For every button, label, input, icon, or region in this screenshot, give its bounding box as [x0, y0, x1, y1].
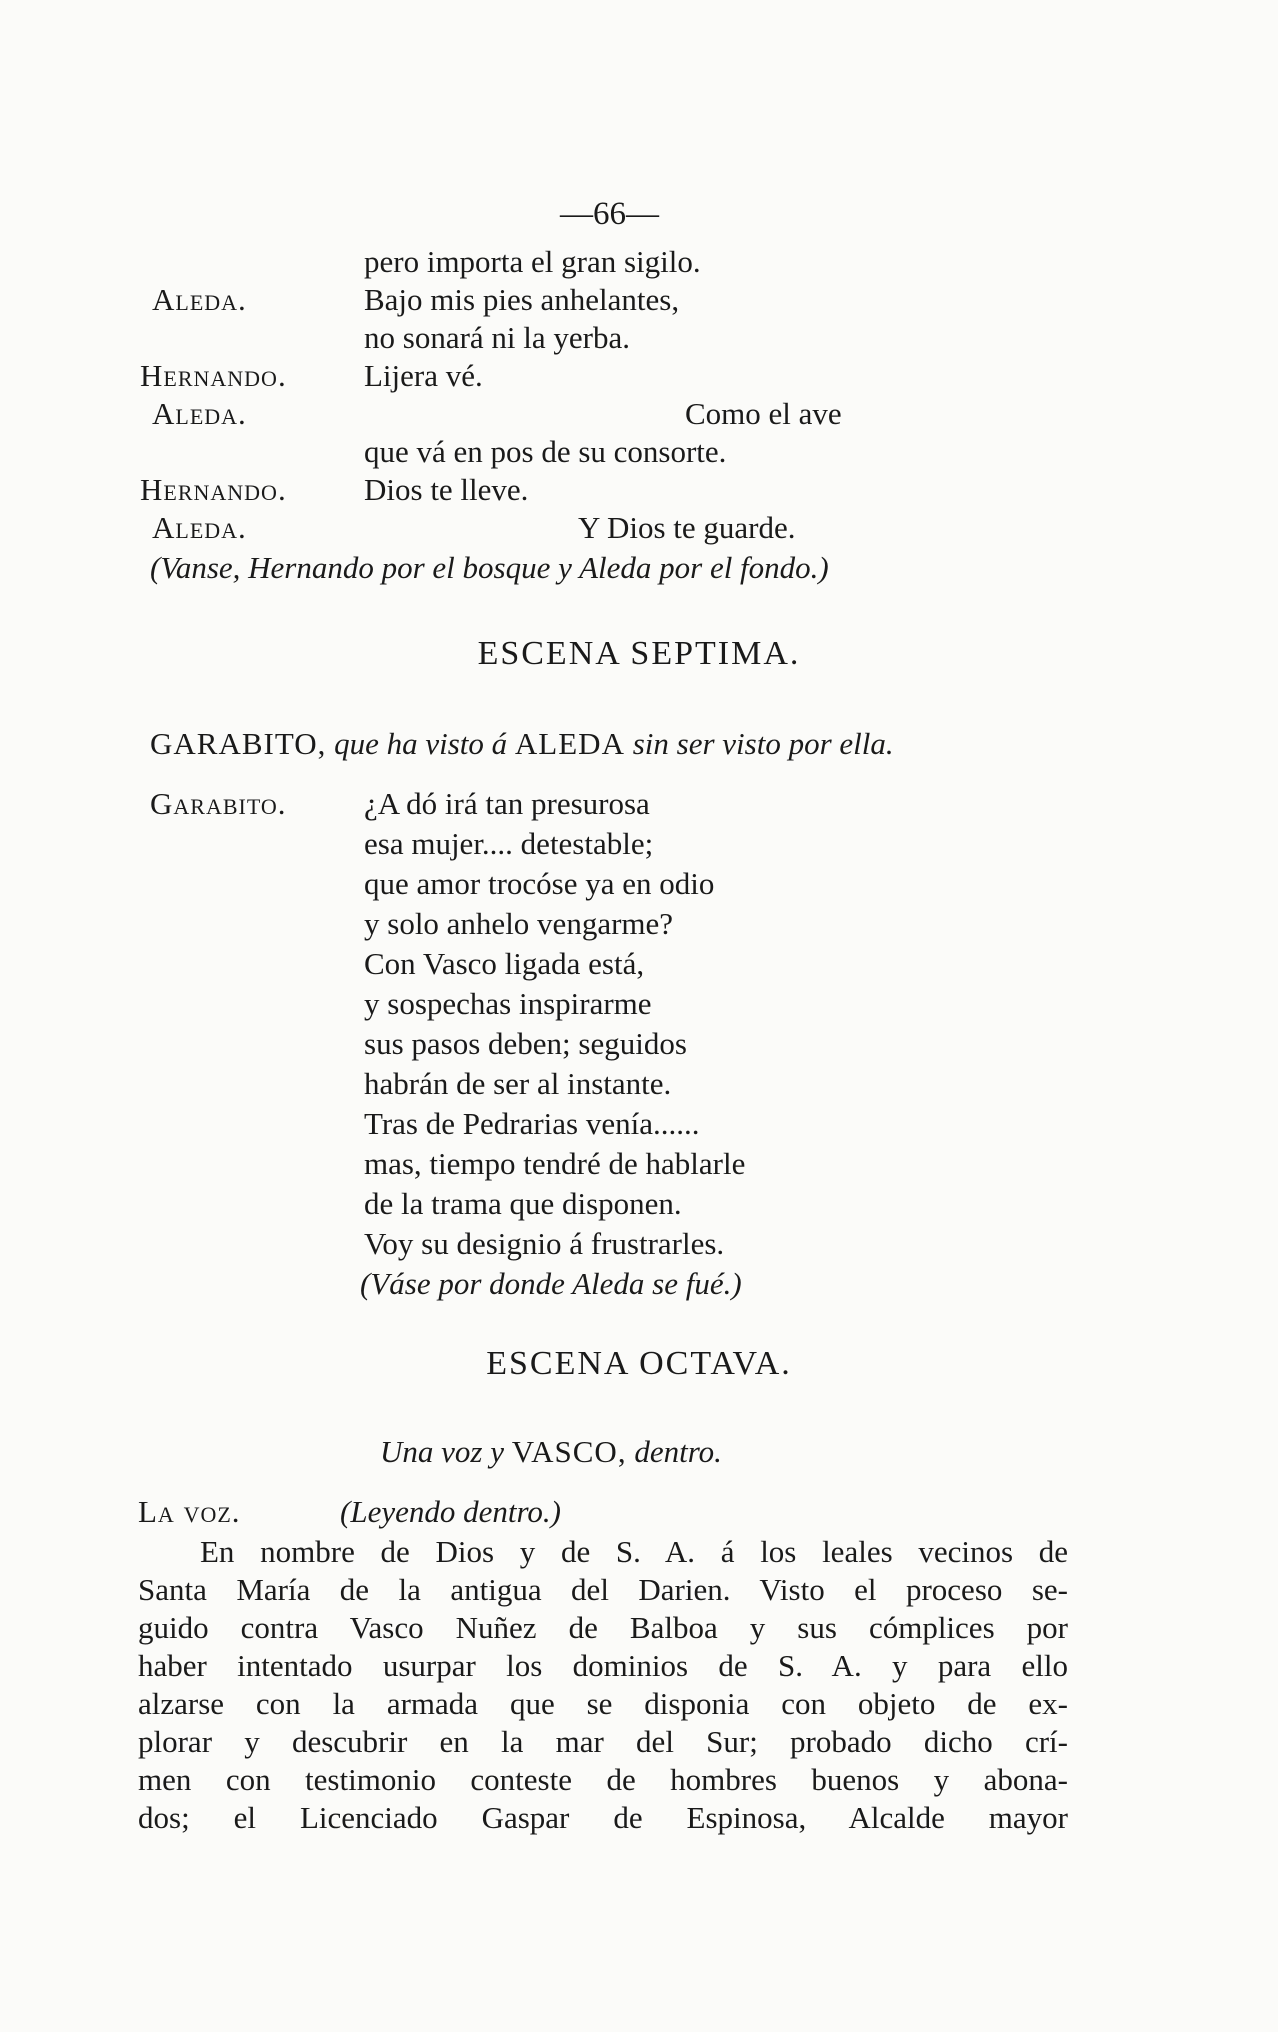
prose-line: plorar y descubrir en la mar del Sur; probado dicho crí- [138, 1724, 1068, 1759]
stage-direction: (Leyendo dentro.) [340, 1494, 561, 1529]
character-name: VASCO, [511, 1434, 627, 1469]
verse-line: Voy su designio á frustrarles. [364, 1226, 725, 1261]
verse-line: Bajo mis pies anhelantes, [364, 282, 680, 317]
scene-subtitle-text: sin ser visto por ella. [632, 726, 894, 761]
prose-line: Santa María de la antigua del Darien. Visto el proceso se- [138, 1572, 1068, 1607]
speaker-name: La voz. [138, 1494, 241, 1529]
prose-line: men con testimonio conteste de hombres buenos y abona- [138, 1762, 1068, 1797]
scene-subtitle-text: Una voz y [380, 1434, 504, 1469]
prose-line: guido contra Vasco Nuñez de Balboa y sus cómplices por [138, 1610, 1068, 1645]
verse-line: ¿A dó irá tan presurosa [364, 786, 650, 821]
character-name: GARABITO, [150, 726, 327, 761]
verse-line: y sospechas inspirarme [364, 986, 652, 1021]
scene-subtitle-text: dentro. [634, 1434, 722, 1469]
scene-heading: ESCENA OCTAVA. [486, 1345, 792, 1382]
prose-line: En nombre de Dios y de S. A. á los leales vecinos de [200, 1534, 1068, 1569]
verse-line: esa mujer.... detestable; [364, 826, 654, 861]
speaker-name: Hernando. [140, 472, 287, 507]
stage-direction: (Váse por donde Aleda se fué.) [360, 1266, 742, 1301]
verse-line: Dios te lleve. [364, 472, 529, 507]
speaker-name: Aleda. [152, 282, 247, 317]
verse-line: mas, tiempo tendré de hablarle [364, 1146, 746, 1181]
speaker-name: Hernando. [140, 358, 287, 393]
prose-line: dos; el Licenciado Gaspar de Espinosa, Alcalde mayor [138, 1800, 1068, 1835]
verse-line: Y Dios te guarde. [578, 510, 796, 545]
scene-subtitle [150, 726, 894, 762]
scene-subtitle-text: que ha visto á [334, 726, 508, 761]
verse-line: que vá en pos de su consorte. [364, 434, 727, 469]
verse-line: y solo anhelo vengarme? [364, 906, 674, 941]
verse-line: pero importa el gran sigilo. [364, 244, 701, 279]
verse-line: Como el ave [685, 396, 842, 431]
verse-line: que amor trocóse ya en odio [364, 866, 715, 901]
character-name: ALEDA [514, 726, 625, 761]
scene-heading: ESCENA SEPTIMA. [477, 635, 801, 672]
stage-direction: (Vanse, Hernando por el bosque y Aleda por el fondo.) [150, 550, 829, 585]
speaker-name: Aleda. [152, 396, 247, 431]
verse-line: habrán de ser al instante. [364, 1066, 672, 1101]
verse-line: de la trama que disponen. [364, 1186, 682, 1221]
verse-line: Lijera vé. [364, 358, 483, 393]
verse-line: no sonará ni la yerba. [364, 320, 630, 355]
page-number: —66— [560, 196, 659, 232]
scene-subtitle [380, 1434, 722, 1470]
speaker-name: Aleda. [152, 510, 247, 545]
speaker-name: Garabito. [150, 786, 287, 821]
verse-line: sus pasos deben; seguidos [364, 1026, 687, 1061]
verse-line: Con Vasco ligada está, [364, 946, 645, 981]
prose-line: haber intentado usurpar los dominios de S. A. y para ello [138, 1648, 1068, 1683]
prose-line: alzarse con la armada que se disponia con objeto de ex- [138, 1686, 1068, 1721]
verse-line: Tras de Pedrarias venía...... [364, 1106, 700, 1141]
